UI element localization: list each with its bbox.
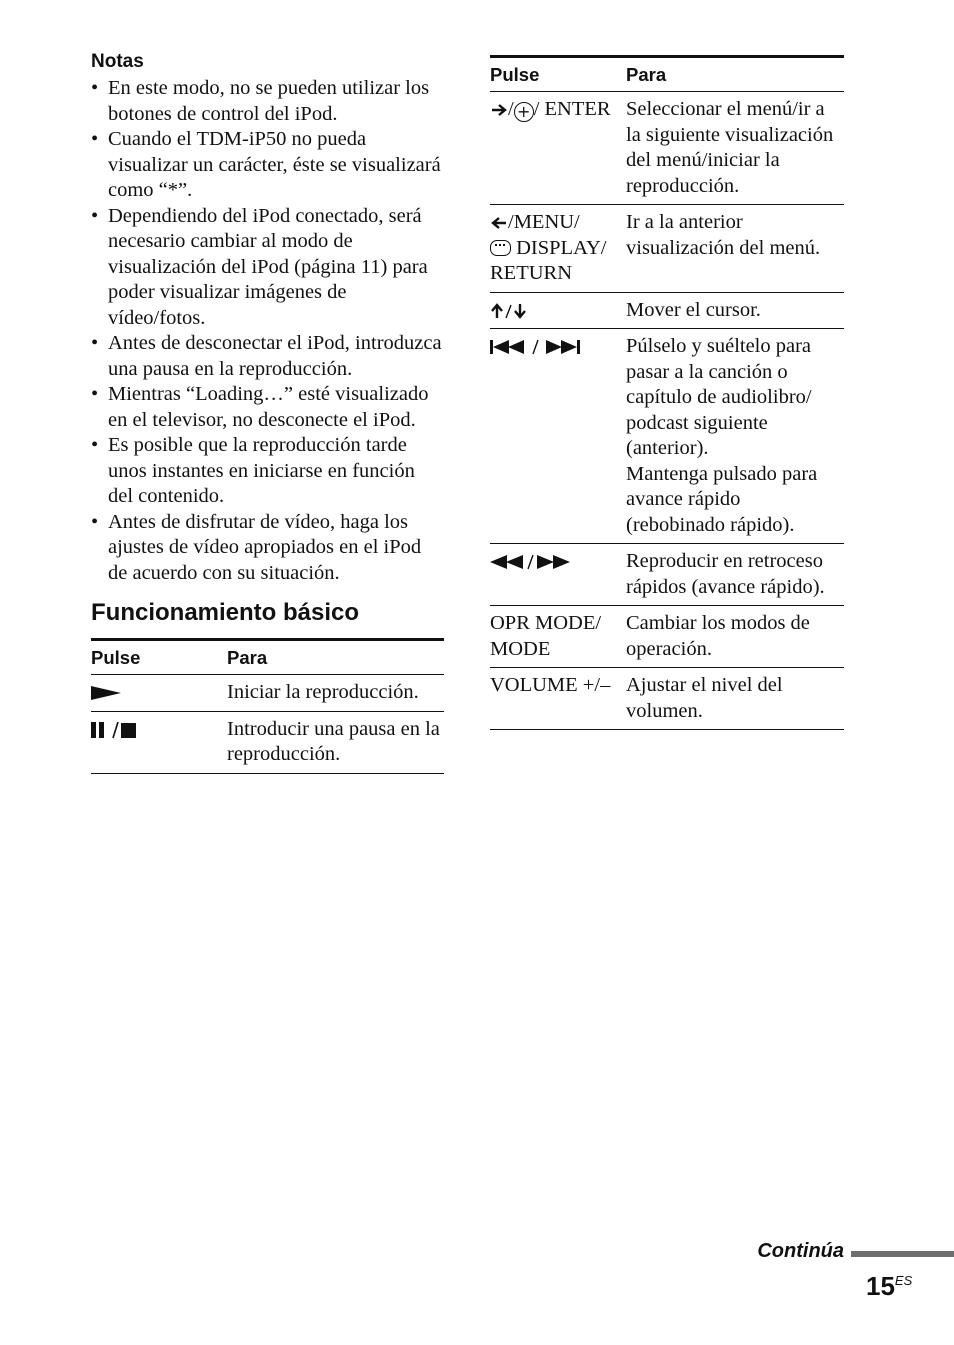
- enter-circle-icon: +: [514, 102, 534, 122]
- note-item: • Antes de desconectar el iPod, introduzca una pausa en la reproducción.: [91, 331, 444, 382]
- note-item: • Cuando el TDM-iP50 no pueda visualizar un carácter, éste se visualizará como “*”.: [91, 127, 444, 204]
- up-down-arrow-icon: [490, 303, 528, 319]
- display-icon: [490, 240, 511, 256]
- row-desc: Ir a la anterior visualización del menú.: [626, 205, 844, 293]
- left-arrow-icon: [490, 215, 508, 231]
- row-desc: Introducir una pausa en la reproducción.: [227, 711, 444, 773]
- row-desc: Reproducir en retroceso rápidos (avance rápido).: [626, 544, 844, 606]
- right-arrow-icon: [490, 102, 508, 118]
- row-desc: Púlselo y suéltelo para pasar a la canción o capítulo de audiolibro/ podcast siguiente (anterior).: [626, 335, 812, 459]
- table-row: [490, 668, 844, 730]
- table-row: [490, 205, 844, 293]
- left-column: [91, 50, 444, 774]
- controls-table: [490, 55, 844, 730]
- rewind-fastforward-icon: [490, 554, 572, 570]
- key-label: DISPLAY/ RETURN: [490, 236, 607, 284]
- row-desc: Cambiar los modos de operación.: [626, 606, 844, 668]
- table-row: [490, 292, 844, 329]
- table-row: [490, 544, 844, 606]
- page-number-value: 15: [866, 1271, 895, 1301]
- note-item: • Dependiendo del iPod conectado, será necesario cambiar al modo de visualización del iPod (página 11) para poder visualizar imágenes de vídeo/fotos.: [91, 204, 444, 332]
- note-item: • Antes de disfrutar de vídeo, haga los ajustes de vídeo apropiados en el iPod de acuerdo con su situación.: [91, 510, 444, 587]
- play-icon: [91, 685, 121, 701]
- notes-list: [91, 76, 444, 586]
- prev-next-track-icon: [490, 339, 582, 355]
- notes-title: Notas: [91, 51, 144, 72]
- note-item: • Es posible que la reproducción tarde unos instantes en iniciarse en función del contenido.: [91, 433, 444, 510]
- continues-label: Continúa: [757, 1240, 844, 1262]
- right-column: [490, 55, 844, 730]
- key-label: VOLUME +/–: [490, 668, 626, 730]
- row-desc: Iniciar la reproducción.: [227, 675, 444, 712]
- page-language-suffix: ES: [894, 1273, 913, 1288]
- header-pulse: Pulse: [91, 640, 227, 675]
- key-label: / ENTER: [533, 98, 611, 120]
- table-row: [490, 606, 844, 668]
- note-item: • En este modo, no se pueden utilizar los botones de control del iPod.: [91, 76, 444, 127]
- table-row: [490, 329, 844, 544]
- row-desc: Mover el cursor.: [626, 292, 844, 329]
- note-item: • Mientras “Loading…” esté visualizado en el televisor, no desconecte el iPod.: [91, 382, 444, 433]
- table-header-row: [490, 57, 844, 92]
- pause-stop-icon: [91, 721, 137, 739]
- basic-operation-table: [91, 638, 444, 774]
- table-row: [91, 675, 444, 712]
- table-row: [91, 711, 444, 773]
- row-desc: Seleccionar el menú/ir a la siguiente visualización del menú/iniciar la reproducción.: [626, 92, 844, 205]
- continues-bar: [851, 1251, 954, 1257]
- row-desc: Ajustar el nivel del volumen.: [626, 668, 844, 730]
- page-number: [866, 1266, 912, 1301]
- header-para: Para: [227, 640, 444, 675]
- section-title: Funcionamiento básico: [91, 599, 360, 626]
- table-header-row: [91, 640, 444, 675]
- key-label: OPR MODE/ MODE: [490, 606, 626, 668]
- key-label: /MENU/: [508, 211, 580, 233]
- header-para: Para: [626, 57, 844, 92]
- table-row: / + / ENTER Seleccionar el menú/ir a la siguiente visualización del menú/iniciar la reproducción.: [490, 92, 844, 205]
- header-pulse: Pulse: [490, 57, 626, 92]
- row-desc: Mantenga pulsado para avance rápido (rebobinado rápido).: [626, 462, 818, 536]
